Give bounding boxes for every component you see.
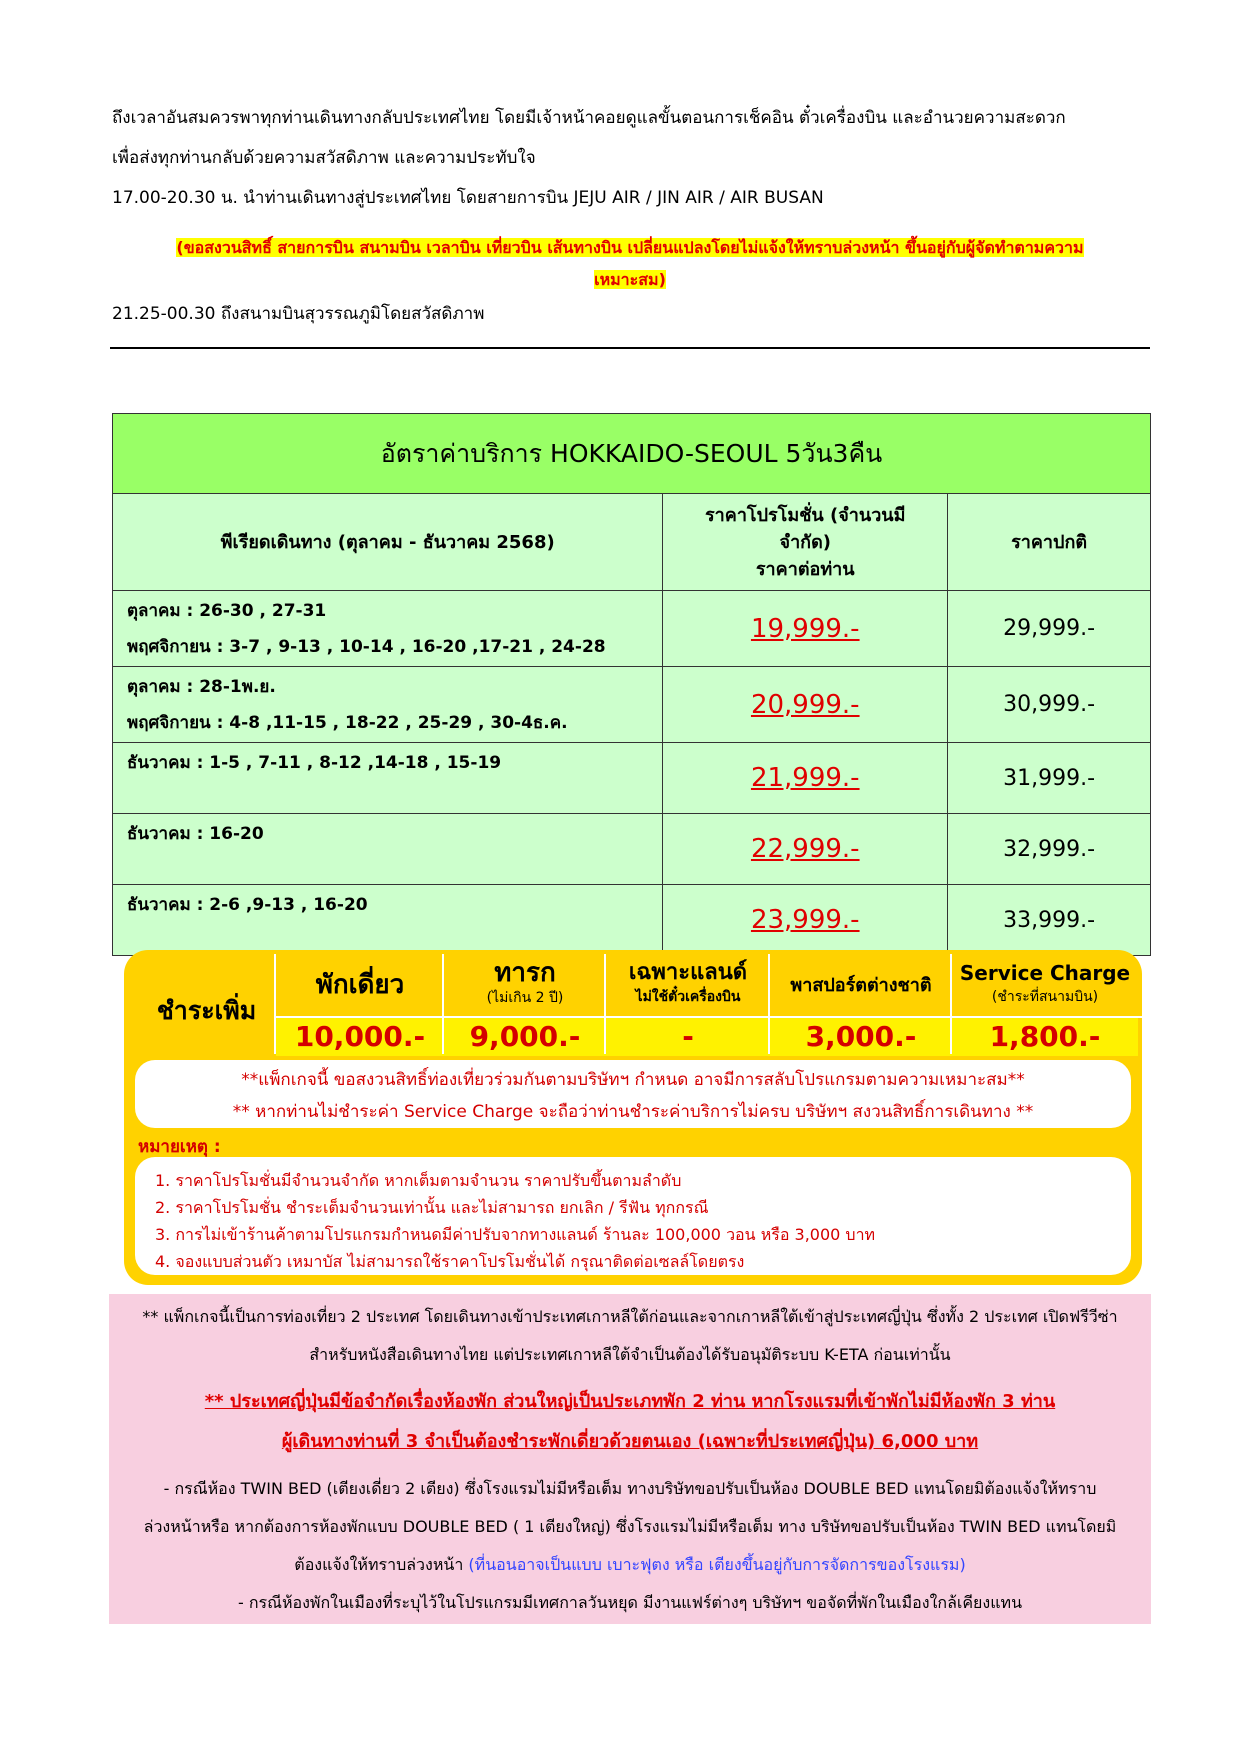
- promo-header-line: ราคาโปรโมชั่น (จำนวนมี: [705, 504, 906, 526]
- period-line: ตุลาคม : 28-1พ.ย.: [127, 677, 276, 697]
- note-item: 3. การไม่เข้าร้านค้าตามโปรแกรมกำหนดมีค่าปรับจากทางแลนด์ ร้านละ 100,000 วอน หรือ 3,000 บาท: [155, 1225, 876, 1244]
- period-cell: [113, 743, 663, 814]
- room-policy-line: - กรณีห้อง TWIN BED (เตียงเดี่ยว 2 เตียง) ซึ่งโรงแรมไม่มีหรือเต็ม ทางบริษัทขอปรับเป็นห้อง DOUBLE BED แทนโดยมิต้องแจ้งให้ทราบ: [163, 1479, 1097, 1498]
- visa-note-line: สำหรับหนังสือเดินทางไทย แต่ประเทศเกาหลีใต้จำเป็นต้องได้รับอนุมัติระบบ K-ETA ก่อนเท่านั้น: [309, 1345, 951, 1364]
- terms-panel: [109, 1294, 1151, 1624]
- normal-price: 31,999.-: [948, 743, 1151, 814]
- period-cell: [113, 667, 663, 743]
- service-charge-header: [952, 954, 1138, 1014]
- conditions-box: [135, 1060, 1131, 1128]
- passport-label: พาสปอร์ตต่างชาติ: [790, 974, 932, 996]
- table-row: [113, 591, 1151, 667]
- flight-line: 17.00-20.30 น. นำท่านเดินทางสู่ประเทศไทย โดยสายการบิน JEJU AIR / JIN AIR / AIR BUSAN: [112, 188, 824, 208]
- land-only-label: เฉพาะแลนด์: [628, 960, 748, 985]
- period-cell: [113, 591, 663, 667]
- service-charge-price: 1,800.-: [952, 1018, 1138, 1056]
- airline-notice: [130, 232, 1130, 296]
- land-only-header: [606, 954, 770, 1014]
- room-policy-line: - กรณีห้องพักในเมืองที่ระบุไว้ในโปรแกรมมีเทศกาลวันหยุด มีงานแฟร์ต่างๆ บริษัทฯ ขอจัดที่พักในเมืองใกล้เคียงแทน: [237, 1593, 1023, 1612]
- normal-price: 33,999.-: [948, 885, 1151, 956]
- room-warning-line: ผู้เดินทางท่านที่ 3 จำเป็นต้องชำระพักเดี่ยวด้วยตนเอง (เฉพาะที่ประเทศญี่ปุ่น) 6,000 บาท: [281, 1431, 979, 1452]
- room-policy-line: [109, 1546, 1151, 1584]
- service-charge-label: Service Charge: [959, 961, 1131, 985]
- price-table: [112, 413, 1151, 956]
- notice-line: (ขอสงวนสิทธิ์ สายการบิน สนามบิน เวลาบิน เที่ยวบิน เส้นทางบิน เปลี่ยนแปลงโดยไม่แจ้งให้ทราบล่วงหน้า ขึ้นอยู่กับผู้จัดทำตามความ: [176, 238, 1084, 257]
- extra-charges-panel: [124, 950, 1142, 1285]
- period-line: พฤศจิกายน : 4-8 ,11-15 , 18-22 , 25-29 , 30-4ธ.ค.: [127, 713, 568, 733]
- condition-line: **แพ็กเกจนี้ ขอสงวนสิทธิ์ท่องเที่ยวร่วมกันตามบริษัทฯ กำหนด อาจมีการสลับโปรแกรมตามความเหมาะสม**: [241, 1070, 1025, 1090]
- promo-price: 23,999.-: [663, 885, 948, 956]
- promo-header: [663, 494, 948, 591]
- period-line: ตุลาคม : 26-30 , 27-31: [127, 601, 327, 621]
- land-only-col: [604, 954, 770, 1054]
- intro-line: เพื่อส่งทุกท่านกลับด้วยความสวัสดิภาพ และความประทับใจ: [112, 148, 536, 168]
- normal-price: 32,999.-: [948, 814, 1151, 885]
- intro-line: ถึงเวลาอันสมควรพาทุกท่านเดินทางกลับประเทศไทย โดยมีเจ้าหน้าคอยดูแลขั้นตอนการเช็คอิน ตั๋วเครื่องบิน และอำนวยความสะดวก: [112, 108, 1066, 128]
- period-line: ธันวาคม : 16-20: [127, 824, 264, 844]
- table-row: [113, 885, 1151, 956]
- promo-price: 19,999.-: [663, 591, 948, 667]
- promo-header-line: ราคาต่อท่าน: [755, 558, 855, 580]
- passport-col: [768, 954, 952, 1054]
- period-cell: [113, 885, 663, 956]
- room-policy-text: ต้องแจ้งให้ทราบล่วงหน้า: [294, 1555, 464, 1574]
- infant-col: [442, 954, 606, 1054]
- visa-note: [109, 1294, 1151, 1374]
- divider: [110, 347, 1150, 349]
- promo-price: 20,999.-: [663, 667, 948, 743]
- notes-title: หมายเหตุ :: [138, 1137, 221, 1157]
- note-item: 4. จองแบบส่วนตัว เหมาบัส ไม่สามารถใช้ราคาโปรโมชั่นได้ กรุณาติดต่อเซลล์โดยตรง: [155, 1252, 745, 1271]
- normal-price: 30,999.-: [948, 667, 1151, 743]
- bedding-note: (ที่นอนอาจเป็นแบบ เบาะฟุตง หรือ เตียงขึ้นอยู่กับการจัดการของโรงแรม): [468, 1555, 966, 1574]
- visa-note-line: ** แพ็กเกจนี้เป็นการท่องเที่ยว 2 ประเทศ โดยเดินทางเข้าประเทศเกาหลีใต้ก่อนและจากเกาหลีใต้เข้าสู่ประเทศญี่ปุ่น ซึ่งทั้ง 2 ประเทศ เปิดฟรีวีซ่า: [142, 1307, 1118, 1326]
- service-charge-sub: (ชำระที่สนามบิน): [991, 989, 1099, 1005]
- infant-sub: (ไม่เกิน 2 ปี): [486, 990, 564, 1006]
- period-line: ธันวาคม : 1-5 , 7-11 , 8-12 ,14-18 , 15-19: [127, 753, 502, 773]
- condition-line: ** หากท่านไม่ชำระค่า Service Charge จะถือว่าท่านชำระค่าบริการไม่ครบ บริษัทฯ สงวนสิทธิ์การเดินทาง **: [232, 1102, 1034, 1122]
- table-row: [113, 667, 1151, 743]
- extra-label: ชำระเพิ่ม: [156, 996, 257, 1025]
- land-only-price: -: [606, 1018, 770, 1056]
- note-item: 2. ราคาโปรโมชั่น ชำระเต็มจำนวนเท่านั้น และไม่สามารถ ยกเลิก / รีฟัน ทุกกรณี: [155, 1198, 709, 1217]
- passport-price: 3,000.-: [770, 1018, 952, 1056]
- period-cell: [113, 814, 663, 885]
- price-table-title: อัตราค่าบริการ HOKKAIDO-SEOUL 5วัน3คืน: [113, 414, 1151, 494]
- single-room-col: [274, 954, 444, 1054]
- notes-box: [135, 1157, 1131, 1275]
- infant-header: [444, 954, 606, 1014]
- room-policy: [109, 1470, 1151, 1622]
- normal-header: ราคาปกติ: [948, 494, 1151, 591]
- extra-charges-grid: [124, 950, 1142, 1060]
- period-header: พีเรียดเดินทาง (ตุลาคม - ธันวาคม 2568): [113, 494, 663, 591]
- promo-price: 21,999.-: [663, 743, 948, 814]
- table-row: [113, 814, 1151, 885]
- promo-header-line: จำกัด): [779, 531, 831, 553]
- passport-header: [770, 954, 952, 1014]
- normal-price: 29,999.-: [948, 591, 1151, 667]
- table-row: [113, 743, 1151, 814]
- infant-price: 9,000.-: [444, 1018, 606, 1056]
- room-warning-line: ** ประเทศญี่ปุ่นมีข้อจำกัดเรื่องห้องพัก ส่วนใหญ่เป็นประเภทพัก 2 ท่าน หากโรงแรมที่เข้าพักไม่มีห้องพัก 3 ท่าน: [204, 1391, 1056, 1412]
- single-room-label: พักเดี่ยว: [315, 969, 405, 1000]
- room-policy-line: ล่วงหน้าหรือ หากต้องการห้องพักแบบ DOUBLE BED ( 1 เตียงใหญ่) ซึ่งโรงแรมไม่มีหรือเต็ม ทาง บริษัทขอปรับเป็นห้อง TWIN BED แทนโดยมิ: [143, 1517, 1117, 1536]
- note-item: 1. ราคาโปรโมชั่นมีจำนวนจำกัด หากเต็มตามจำนวน ราคาปรับขึ้นตามลำดับ: [155, 1171, 682, 1190]
- service-charge-col: [950, 954, 1138, 1054]
- arrival-line: 21.25-00.30 ถึงสนามบินสุวรรณภูมิโดยสวัสดิภาพ: [112, 304, 485, 324]
- single-room-header: [276, 954, 444, 1014]
- room-warning: [109, 1382, 1151, 1462]
- notice-line: เหมาะสม): [594, 270, 666, 289]
- infant-label: ทารก: [494, 958, 556, 988]
- intro-block: [112, 98, 1152, 218]
- period-line: ธันวาคม : 2-6 ,9-13 , 16-20: [127, 895, 368, 915]
- promo-price: 22,999.-: [663, 814, 948, 885]
- single-room-price: 10,000.-: [276, 1018, 444, 1056]
- land-only-sub: ไม่ใช้ตั๋วเครื่องบิน: [635, 989, 741, 1005]
- period-line: พฤศจิกายน : 3-7 , 9-13 , 10-14 , 16-20 ,17-21 , 24-28: [127, 637, 606, 657]
